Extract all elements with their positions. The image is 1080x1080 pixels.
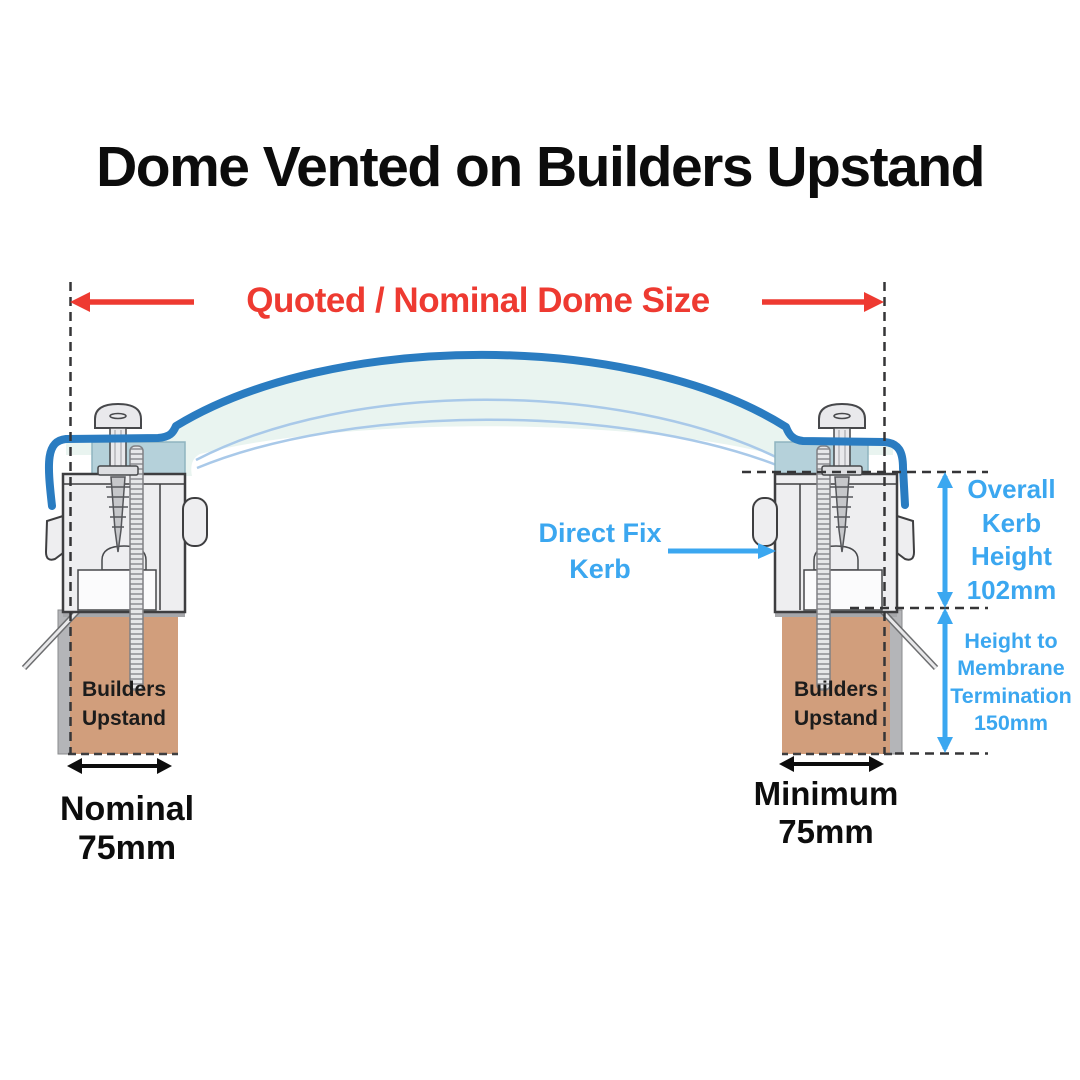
minimum-width-dimension — [779, 756, 884, 772]
kerb-gasket-bead — [183, 498, 207, 546]
builders-upstand-right-label: Builders Upstand — [793, 678, 879, 730]
minimum-width-label: Minimum 75mm — [753, 775, 899, 850]
kerb-cavity — [78, 570, 156, 610]
nominal-width-dimension — [67, 758, 172, 774]
page-title: Dome Vented on Builders Upstand — [96, 135, 984, 199]
fixing-rod — [130, 446, 143, 690]
direct-fix-kerb-arrow — [668, 543, 776, 559]
kerb-hook — [46, 516, 63, 560]
dome-size-label: Quoted / Nominal Dome Size — [246, 281, 710, 320]
nominal-width-label: Nominal 75mm — [59, 790, 195, 867]
direct-fix-kerb-label: Direct Fix Kerb — [538, 518, 662, 584]
red-arrowhead-left — [70, 292, 90, 312]
builders-upstand-left-label: Builders Upstand — [81, 678, 167, 730]
overall-kerb-height-label: Overall Kerb Height 102mm — [966, 474, 1057, 605]
red-arrowhead-right — [864, 292, 884, 312]
membrane-termination-label: Height to Membrane Termination 150mm — [950, 629, 1072, 735]
